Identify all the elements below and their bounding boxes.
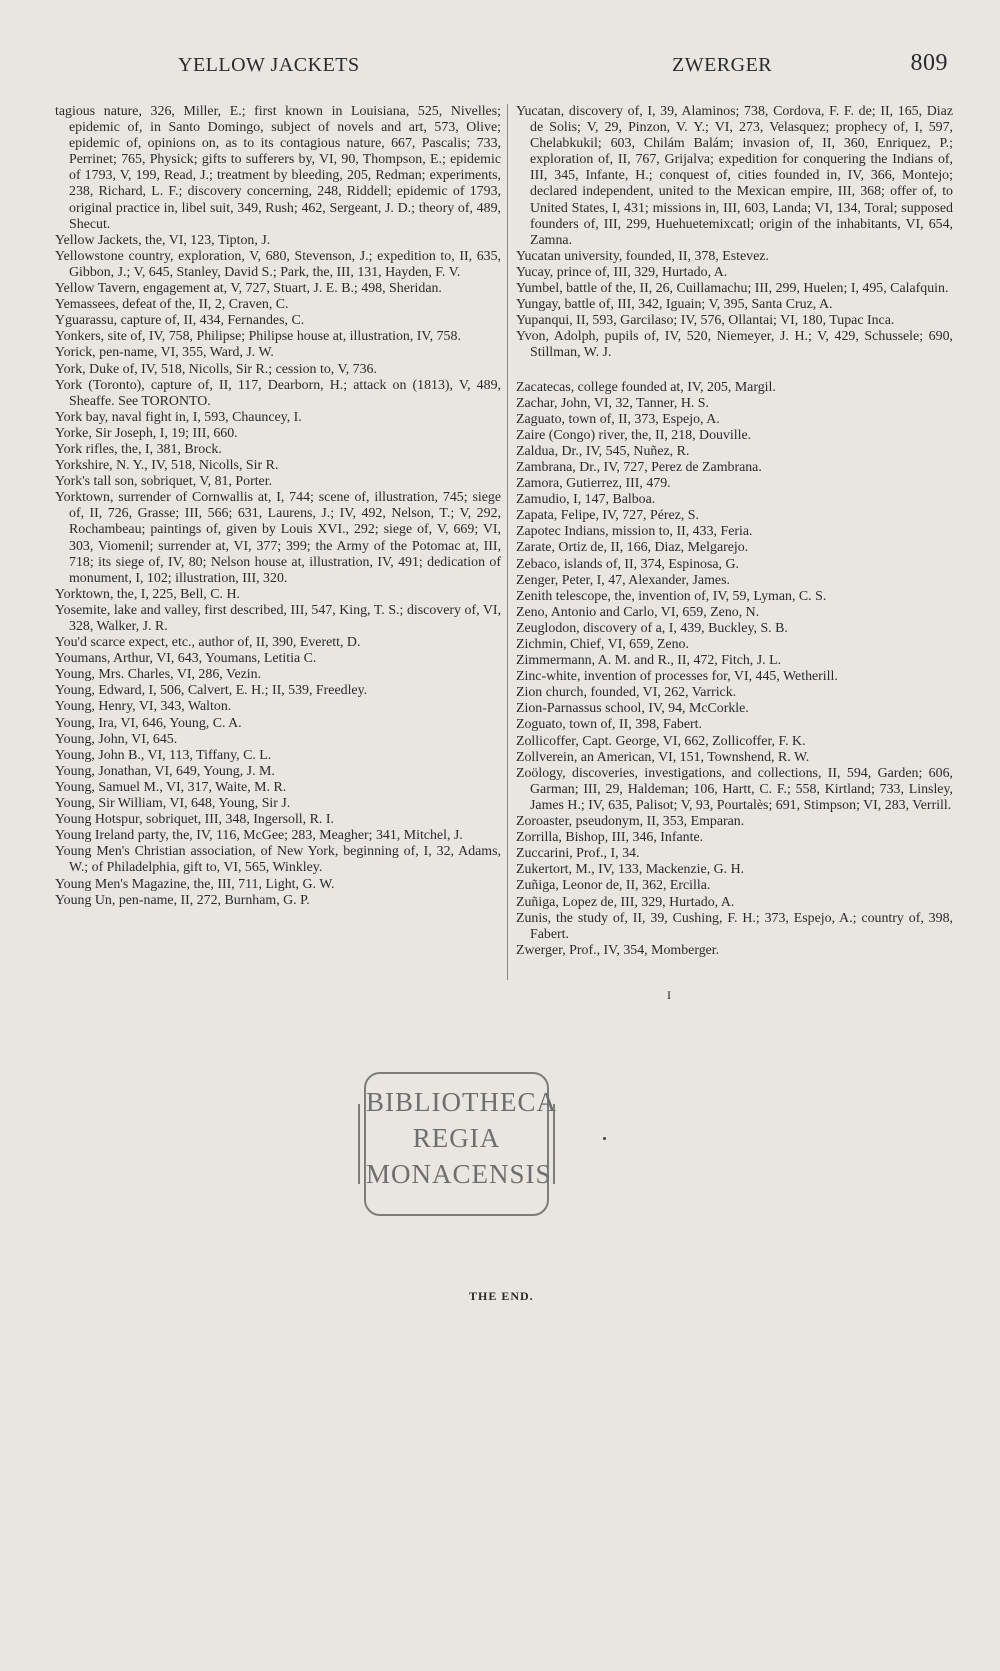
ink-speck [603,1137,606,1140]
index-entry: Yonkers, site of, IV, 758, Philipse; Philipse house at, illustration, IV, 758. [55,329,461,345]
section-gap [516,362,953,380]
index-entry: Yupanqui, II, 593, Garcilaso; IV, 576, Ollantai; VI, 180, Tupac Inca. [516,313,895,329]
index-entry: Yucatan university, founded, II, 378, Estevez. [516,248,769,264]
index-entry: Yvon, Adolph, pupils of, IV, 520, Niemeyer, J. H.; V, 429, Schussele; 690, Stillman, W. J. [516,329,953,361]
index-entry: Young, John B., VI, 113, Tiffany, C. L. [55,747,272,763]
index-entry: York's tall son, sobriquet, V, 81, Porter. [55,474,273,490]
index-entry: Zamudio, I, 147, Balboa. [516,492,656,508]
index-entry: Young, Samuel M., VI, 317, Waite, M. R. [55,779,287,795]
index-entry: Zaire (Congo) river, the, II, 218, Douville. [516,427,752,443]
index-entry: Yucay, prince of, III, 329, Hurtado, A. [516,264,728,280]
index-entry: Zambrana, Dr., IV, 727, Perez de Zambrana. [516,459,762,475]
running-head-right: ZWERGER [672,54,773,76]
running-head-left: YELLOW JACKETS [178,54,360,76]
index-entry: Zukertort, M., IV, 133, Mackenzie, G. H. [516,862,745,878]
index-entry: Young, Ira, VI, 646, Young, C. A. [55,715,242,731]
index-entry: Zoguato, town of, II, 398, Fabert. [516,717,702,733]
index-entry: Yosemite, lake and valley, first described, III, 547, King, T. S.; discovery of, VI, 328, Walker, J. R. [55,602,501,634]
index-entry: Yungay, battle of, III, 342, Iguain; V, 395, Santa Cruz, A. [516,297,833,313]
index-entry: Yorktown, the, I, 225, Bell, C. H. [55,586,240,602]
index-entry: Zorrilla, Bishop, III, 346, Infante. [516,830,704,846]
index-entry: Young Un, pen-name, II, 272, Burnham, G. P. [55,892,310,908]
index-entry: Zuccarini, Prof., I, 34. [516,846,640,862]
index-entry: Yorkshire, N. Y., IV, 518, Nicolls, Sir R. [55,458,279,474]
index-entry: Young, Mrs. Charles, VI, 286, Vezin. [55,667,262,683]
index-entry: Young, Edward, I, 506, Calvert, E. H.; II, 539, Freedley. [55,683,368,699]
index-entry: Zeno, Antonio and Carlo, VI, 659, Zeno, N. [516,604,760,620]
index-entry: Zwerger, Prof., IV, 354, Momberger. [516,942,720,958]
stamp-line: BIBLIOTHECA [366,1087,557,1117]
index-entry: York (Toronto), capture of, II, 117, Dearborn, H.; attack on (1813), V, 489, Sheaffe. See TORONTO. [55,377,501,409]
index-entry: Zachar, John, VI, 32, Tanner, H. S. [516,395,709,411]
index-entry: Youmans, Arthur, VI, 643, Youmans, Letitia C. [55,651,317,667]
index-entry: Zapotec Indians, mission to, II, 433, Feria. [516,524,753,540]
index-section-z [516,380,953,959]
index-entry: Zollverein, an American, VI, 151, Townshend, R. W. [516,749,810,765]
index-entry: Zacatecas, college founded at, IV, 205, Margil. [516,379,776,395]
index-entry: Yorick, pen-name, VI, 355, Ward, J. W. [55,345,274,361]
index-entry: Young Men's Magazine, the, III, 711, Light, G. W. [55,876,335,892]
index-entry: Zebaco, islands of, II, 374, Espinosa, G. [516,556,739,572]
index-entry: Zoölogy, discoveries, investigations, and collections, II, 594, Garden; 606, Garman; III, 29, Haldeman; 106, Hartt, C. F.; 558, Kirtland; 733, Linsley, James H.; IV, 635, Palisot; V, 93, Pourtalès; 691, Stimpson; VI, 283, Verrill. [516,765,953,813]
index-section-y [516,104,953,362]
index-entry: You'd scarce expect, etc., author of, II, 390, Everett, D. [55,635,361,651]
index-entry: Zaldua, Dr., IV, 545, Nuñez, R. [516,443,690,459]
index-entry: Yucatan, discovery of, I, 39, Alaminos; 738, Cordova, F. F. de; II, 165, Diaz de Solis; V, 29, Pinzon, V. Y.; VI, 273, Velasquez; prophecy of, I, 597, Chelabkukil; 603, Chilám Balám; invasion of, II, 360, Enriquez, P.; exploration of, II, 767, Grijalva; expedition for conquering the Indians of, III, 345, Infante, H.; conquest of, cities founded in, IV, 366, Montejo; declared independent, united to the Mexican empire, III, 368; offer of, to United States, I, 431; missions in, III, 603, Landa; VI, 134, Toral; supposed founders of, III, 299, Huehuetemixcatl; origin of the inhabitants, VI, 654, Zamna. [516,104,953,248]
index-entry: Zoroaster, pseudonym, II, 353, Emparan. [516,814,745,830]
index-entry: York bay, naval fight in, I, 593, Chauncey, I. [55,409,302,425]
stamp-line: REGIA [412,1123,501,1153]
index-entry: Yemassees, defeat of the, II, 2, Craven, C. [55,297,289,313]
page-number: 809 [910,50,948,76]
index-entry: Yellow Jackets, the, VI, 123, Tipton, J. [55,232,271,248]
signature-mark: I [667,988,671,1002]
index-column-right [516,104,953,959]
index-entry: Zuñiga, Leonor de, II, 362, Ercilla. [516,878,711,894]
library-stamp [364,1072,557,1216]
index-entry: York rifles, the, I, 381, Brock. [55,441,222,457]
index-entry: Yumbel, battle of the, II, 26, Cuillamachu; III, 299, Huelen; I, 495, Calafquin. [516,281,949,297]
index-entry: Zenger, Peter, I, 47, Alexander, James. [516,572,730,588]
index-entry: tagious nature, 326, Miller, E.; first known in Louisiana, 525, Nivelles; epidemic of, in Santo Domingo, subject of novels and art, 573, Olive; epidemic of, opinions on, as to its contagious nature, 667, Pascalis; 733, Perrinet; 765, Physick; gifts to sufferers by, VI, 90, Thompson, E.; epidemic of 1793, V, 199, Read, J.; treatment by bleeding, 205, Redman; experiments, 238, Richard, L. F.; discovery concerning, 248, Riddell; epidemic of 1793, original practice in, libel suit, 349, Rush; 462, Sergeant, J. D.; theory of, 489, Shecut. [55,104,501,232]
index-entry: Young, Sir William, VI, 648, Young, Sir J. [55,796,291,812]
column-divider [507,104,508,980]
index-entry: Zunis, the study of, II, 39, Cushing, F. H.; 373, Espejo, A.; country of, 398, Fabert. [516,910,953,942]
index-entry: Zimmermann, A. M. and R., II, 472, Fitch, J. L. [516,653,782,669]
index-entry: York, Duke of, IV, 518, Nicolls, Sir R.; cession to, V, 736. [55,361,377,377]
index-entry: Zaguato, town of, II, 373, Espejo, A. [516,411,720,427]
index-entry: Zapata, Felipe, IV, 727, Pérez, S. [516,508,699,524]
index-entry: Young Hotspur, sobriquet, III, 348, Ingersoll, R. I. [55,812,334,828]
index-entry: Zeuglodon, discovery of a, I, 439, Buckley, S. B. [516,620,788,636]
index-entry: Yorke, Sir Joseph, I, 19; III, 660. [55,425,238,441]
index-entry: Yguarassu, capture of, II, 434, Fernandes, C. [55,313,305,329]
index-entry: Zamora, Gutierrez, III, 479. [516,476,671,492]
index-entry: Young, John, VI, 645. [55,731,178,747]
index-entry: Zion-Parnassus school, IV, 94, McCorkle. [516,701,749,717]
index-entry: Young Ireland party, the, IV, 116, McGee; 283, Meagher; 341, Mitchel, J. [55,828,463,844]
index-column-left [55,104,501,909]
index-entry: Yellow Tavern, engagement at, V, 727, Stuart, J. E. B.; 498, Sheridan. [55,281,442,297]
index-entry: Zollicoffer, Capt. George, VI, 662, Zollicoffer, F. K. [516,733,806,749]
the-end-footer: THE END. [469,1289,534,1303]
index-entry: Zinc-white, invention of processes for, VI, 445, Wetherill. [516,669,838,685]
stamp-line: MONACENSIS [366,1159,552,1189]
index-entry: Young, Jonathan, VI, 649, Young, J. M. [55,763,275,779]
index-entry: Yellowstone country, exploration, V, 680, Stevenson, J.; expedition to, II, 635, Gibbon, J.; V, 645, Stanley, David S.; Park, the, III, 131, Hayden, F. V. [55,248,501,280]
index-entry: Yorktown, surrender of Cornwallis at, I, 744; scene of, illustration, 745; siege of, II, 726, Grasse; III, 566; 631, Laurens, J.; IV, 492, Nelson, T.; V, 292, Rochambeau; paintings of, given by Louis XVI., 292; siege of, V, 669; VI, 303, Viomenil; surrender at, VI, 377; 399; the Army of the Potomac at, III, 718; its siege of, IV, 80; Nelson house at, illustration, IV, 491; dedication of monument, I, 102; illustration, III, 320. [55,490,501,586]
index-entry: Zenith telescope, the, invention of, IV, 59, Lyman, C. S. [516,588,827,604]
index-entry: Zarate, Ortiz de, II, 166, Diaz, Melgarejo. [516,540,749,556]
index-entry: Young Men's Christian association, of New York, beginning of, I, 32, Adams, W.; of Philadelphia, gift to, VI, 565, Winkley. [55,844,501,876]
index-entry: Young, Henry, VI, 343, Walton. [55,699,232,715]
index-entry: Zichmin, Chief, VI, 659, Zeno. [516,637,689,652]
index-entry: Zuñiga, Lopez de, III, 329, Hurtado, A. [516,894,735,910]
index-entry: Zion church, founded, VI, 262, Varrick. [516,685,737,701]
